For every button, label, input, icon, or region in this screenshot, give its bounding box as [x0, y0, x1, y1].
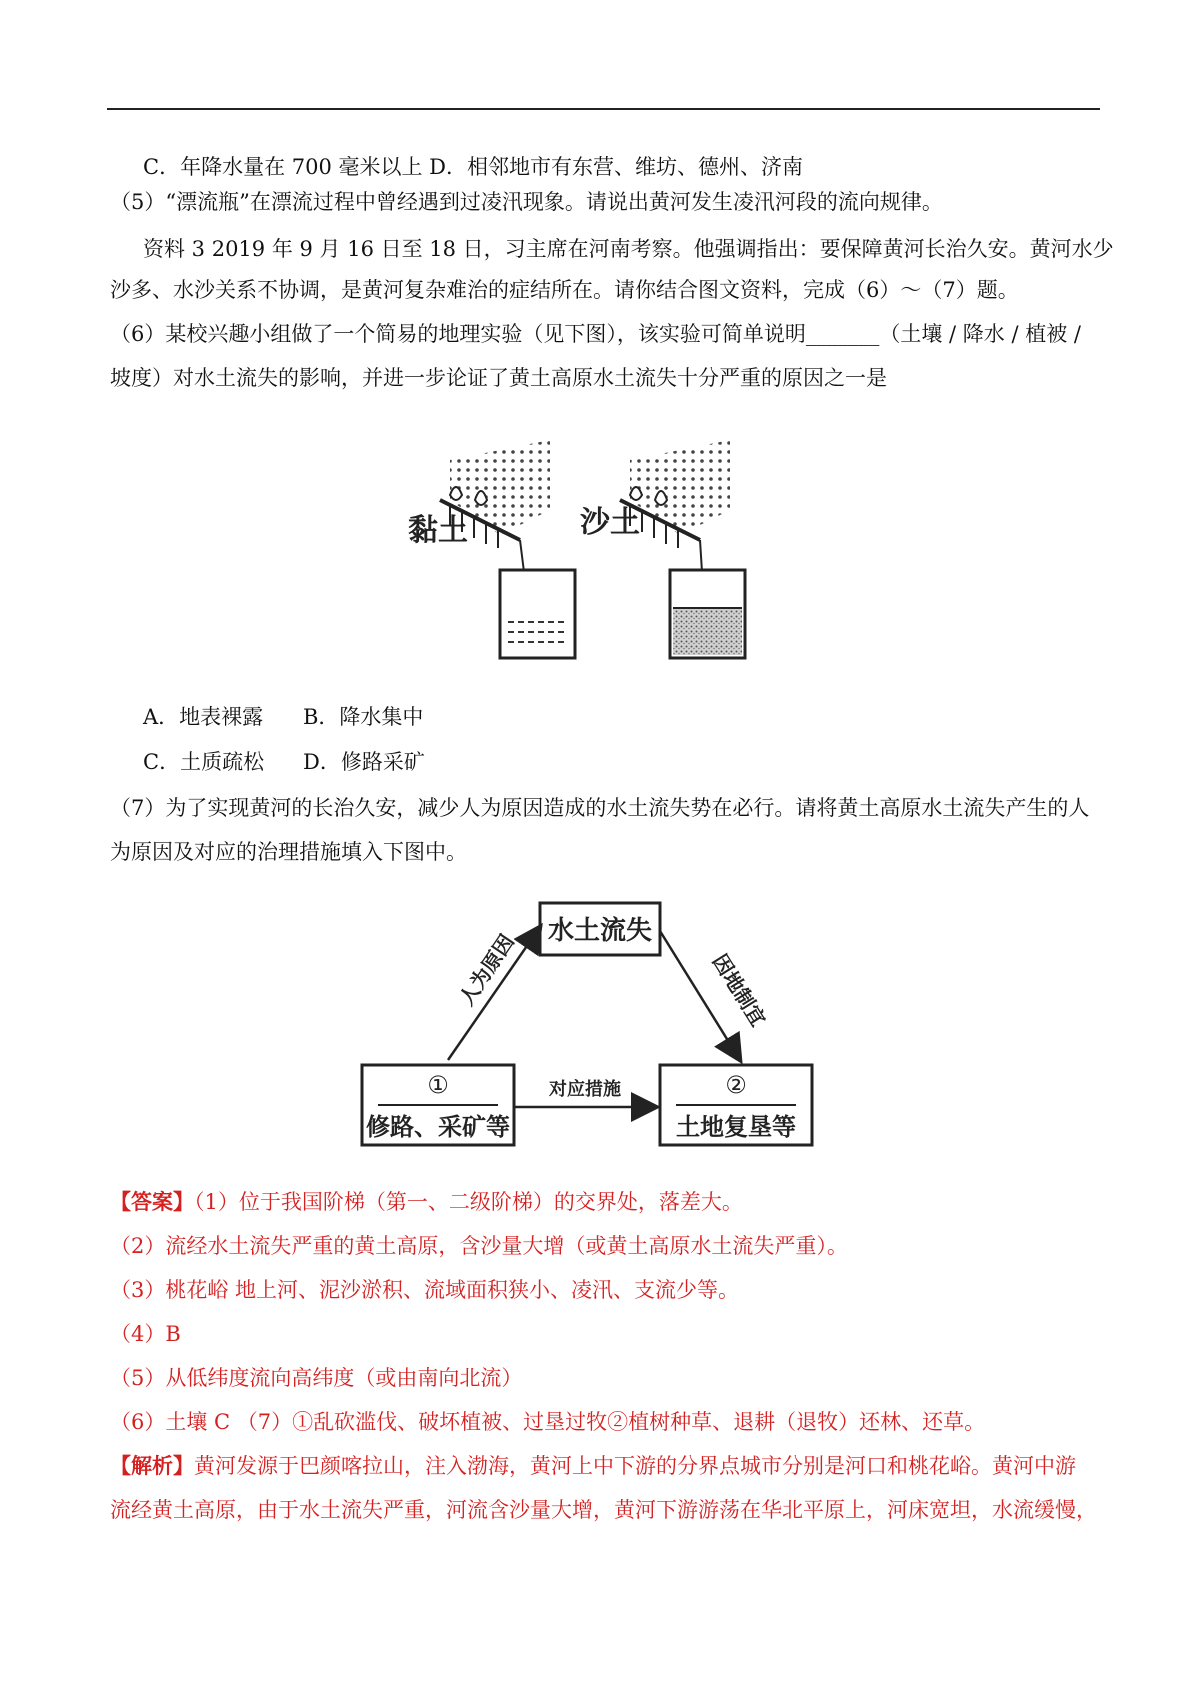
- option-a: A．地表裸露: [143, 705, 264, 729]
- analysis-label: 【解析】: [110, 1453, 194, 1478]
- answer-5: （5）从低纬度流向高纬度（或由南向北流）: [110, 1366, 523, 1390]
- sand-label: 沙土: [580, 505, 640, 540]
- clay-label: 黏土: [408, 513, 468, 548]
- material-3-line1: 资料 3 2019 年 9 月 16 日至 18 日，习主席在河南考察。他强调指出：要保障黄河长治久安。黄河水少: [143, 237, 1114, 261]
- analysis-text-1: 黄河发源于巴颜喀拉山，注入渤海，黄河上中下游的分界点城市分别是河口和桃花峪。黄河中游: [194, 1454, 1076, 1478]
- rain-right: [630, 440, 730, 535]
- answer-line-1: [110, 1188, 743, 1216]
- experiment-figure: [408, 440, 790, 670]
- human-cause-label: 人为原因: [454, 930, 519, 1010]
- question-5: （5）“漂流瓶”在漂流过程中曾经遇到过凌汛现象。请说出黄河发生凌汛河段的流向规律。: [110, 190, 943, 214]
- cause-number: ①: [427, 1071, 449, 1099]
- cause-text: 修路、采矿等: [366, 1113, 510, 1141]
- answer-label: 【答案】: [110, 1189, 194, 1214]
- question-7-line1: （7）为了实现黄河的长治久安，减少人为原因造成的水土流失势在必行。请将黄土高原水土流失产生的人: [110, 796, 1090, 820]
- answer-1: （1）位于我国阶梯（第一、二级阶梯）的交界处，落差大。: [194, 1190, 743, 1214]
- material-3-line2: 沙多、水沙关系不协调，是黄河复杂难治的症结所在。请你结合图文资料，完成（6）～（7）题。: [110, 278, 1019, 302]
- question-7-line2: 为原因及对应的治理措施填入下图中。: [110, 840, 467, 864]
- analysis-line-2: 流经黄土高原，由于水土流失严重，河流含沙量大增，黄河下游游荡在华北平原上，河床宽坦，水流缓慢，: [110, 1498, 1097, 1522]
- erosion-box-label: 水土流失: [547, 916, 653, 946]
- header-rule: [107, 108, 1100, 110]
- analysis-line-1: [110, 1452, 1076, 1480]
- answer-3: （3）桃花峪 地上河、泥沙淤积、流域面积狭小、凌汛、支流少等。: [110, 1278, 740, 1302]
- beaker-right-sediment: [673, 608, 742, 655]
- answer-2: （2）流经水土流失严重的黄土高原，含沙量大增（或黄土高原水土流失严重）。: [110, 1234, 848, 1258]
- question-6-line2: 坡度）对水土流失的影响，并进一步论证了黄土高原水土流失十分严重的原因之一是: [110, 366, 887, 390]
- clay-setup: [408, 440, 575, 658]
- question-6-line1: （6）某校兴趣小组做了一个简易的地理实验（见下图），该实验可简单说明_______（土壤 / 降水 / 植被 /: [110, 322, 1081, 346]
- answer-6-7: （6）土壤 C （7）①乱砍滥伐、破坏植被、过垦过牧②植树种草、退耕（退牧）还林、还草。: [110, 1410, 986, 1434]
- measure-number: ②: [725, 1071, 747, 1099]
- measures-label: 对应措施: [549, 1079, 621, 1100]
- erosion-flow-diagram: [360, 895, 850, 1155]
- adapt-local-label: 因地制宜: [707, 949, 771, 1031]
- option-b: B．降水集中: [303, 705, 424, 729]
- sand-setup: [580, 440, 745, 658]
- option-c: C．土质疏松: [143, 750, 265, 774]
- option-d: D．修路采矿: [303, 750, 425, 774]
- answer-4: （4）B: [110, 1322, 181, 1346]
- measure-text: 土地复垦等: [676, 1113, 796, 1141]
- option-c-d-line: C．年降水量在 700 毫米以上 D．相邻地市有东营、维坊、德州、济南: [143, 155, 804, 179]
